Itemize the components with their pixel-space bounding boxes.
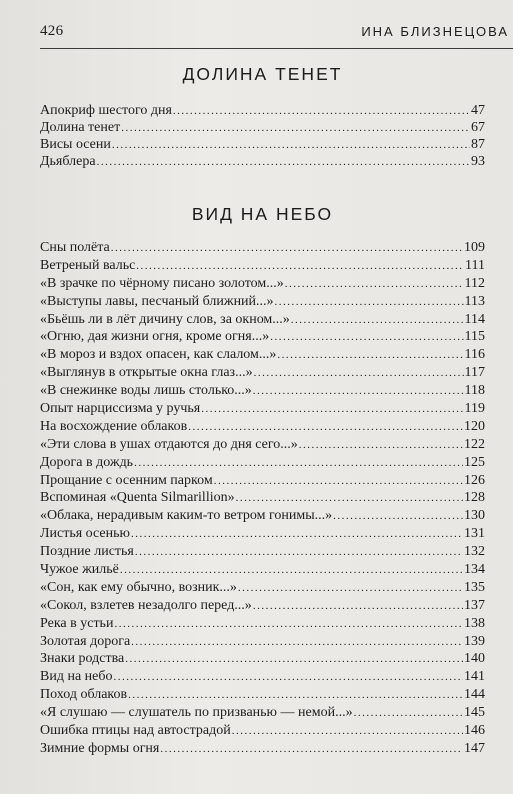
dot-leader: [254, 365, 464, 383]
entry-page-number: 112: [464, 275, 485, 291]
dot-leader: [236, 490, 463, 508]
toc-entry: [40, 543, 485, 561]
entry-page-number: 144: [464, 687, 485, 703]
toc-entry: [40, 257, 485, 275]
dot-leader: [277, 347, 463, 365]
toc-entry: [40, 293, 485, 311]
entry-title: «В мороз и вздох опасен, как слалом...»: [40, 347, 277, 363]
dot-leader: [160, 741, 463, 759]
toc-entry: [40, 436, 485, 454]
dot-leader: [97, 154, 470, 171]
entry-title: «Огню, дая жизни огня, кроме огня...»: [40, 329, 270, 345]
running-head: ИНА БЛИЗНЕЦОВА: [361, 24, 509, 39]
entry-page-number: 122: [464, 436, 485, 452]
dot-leader: [354, 705, 463, 723]
section-title: ВИД НА НЕБО: [191, 204, 334, 224]
page-number: 426: [40, 23, 64, 39]
dot-leader: [131, 526, 463, 544]
toc-entry: [40, 597, 485, 615]
entry-page-number: 125: [464, 454, 485, 470]
toc-entry: [40, 102, 485, 119]
toc-entry: [40, 615, 485, 633]
dot-leader: [214, 473, 463, 491]
entry-page-number: 139: [464, 633, 485, 649]
toc-list: [40, 239, 485, 758]
entry-title: «Облака, нерадивым каким-то ветром гонимы...»: [40, 508, 333, 524]
entry-title: Река в устьи: [40, 615, 114, 631]
entry-page-number: 138: [464, 615, 485, 631]
entry-title: Вид на небо: [40, 669, 113, 685]
entry-page-number: 147: [464, 740, 485, 756]
toc-entry: [40, 722, 485, 740]
entry-title: «Бьёшь ли в лёт дичину слов, за окном...»: [40, 311, 290, 327]
entry-page-number: 140: [464, 651, 485, 667]
dot-leader: [299, 437, 463, 455]
entry-title: «Эти слова в ушах отдаются до дня сего...»: [40, 436, 298, 452]
entry-title: Чужое жильё: [40, 562, 119, 578]
dot-leader: [238, 580, 463, 598]
toc-entry: [40, 740, 485, 758]
entry-title: Поздние листья: [40, 544, 134, 560]
entry-title: Сны полёта: [40, 240, 110, 255]
entry-title: «Выступы лавы, песчаный ближний...»: [40, 293, 274, 309]
entry-title: «Сон, как ему обычно, возник...»: [40, 579, 237, 595]
entry-title: «В зрачке по чёрному писано золотом...»: [40, 275, 284, 291]
dot-leader: [291, 312, 464, 330]
dot-leader: [270, 329, 463, 347]
entry-page-number: 116: [464, 347, 485, 363]
entry-title: Дорога в дождь: [40, 454, 134, 470]
dot-leader: [135, 544, 463, 562]
toc-entry: [40, 239, 485, 257]
toc-entry: [40, 633, 485, 651]
entry-page-number: 87: [471, 137, 485, 152]
dot-leader: [253, 383, 464, 401]
toc-entry: [40, 311, 485, 329]
dot-leader: [275, 294, 464, 312]
entry-title: Висы осени: [40, 137, 111, 152]
toc-entry: [40, 525, 485, 543]
toc-entry: [40, 382, 485, 400]
entry-page-number: 93: [471, 154, 485, 169]
dot-leader: [131, 634, 463, 652]
entry-page-number: 132: [464, 544, 485, 560]
header-rule: [40, 48, 513, 49]
dot-leader: [128, 687, 463, 705]
dot-leader: [125, 651, 463, 669]
entry-title: Долина тенет: [40, 120, 121, 135]
toc-entry: [40, 650, 485, 668]
toc-entry: [40, 454, 485, 472]
toc-entry: [40, 561, 485, 579]
dot-leader: [136, 258, 464, 276]
dot-leader: [134, 455, 463, 473]
entry-title: Золотая дорога: [40, 633, 131, 649]
entry-title: Ветреный вальс: [40, 257, 136, 273]
dot-leader: [114, 669, 464, 687]
toc-entry: [40, 579, 485, 597]
entry-page-number: 111: [465, 257, 485, 273]
dot-leader: [201, 401, 463, 419]
dot-leader: [333, 508, 463, 526]
toc-entry: [40, 472, 485, 490]
dot-leader: [112, 137, 470, 154]
entry-page-number: 141: [464, 669, 485, 685]
entry-page-number: 120: [464, 418, 485, 434]
entry-title: «Сокол, взлетев незадолго перед...»: [40, 597, 252, 613]
toc-entry: [40, 704, 485, 722]
dot-leader: [285, 276, 464, 294]
entry-page-number: 117: [464, 365, 485, 381]
entry-title: Ошибка птицы над автострадой: [40, 723, 231, 739]
dot-leader: [121, 120, 470, 137]
toc-entry: [40, 400, 485, 418]
dot-leader: [111, 240, 463, 258]
entry-page-number: 67: [471, 120, 485, 135]
entry-title: На восхождение облаков: [40, 418, 188, 434]
entry-title: «Выглянув в открытые окна глаз...»: [40, 365, 253, 381]
toc-entry: [40, 418, 485, 436]
entry-title: «В снежинке воды лишь столько...»: [40, 383, 252, 399]
entry-page-number: 134: [464, 562, 485, 578]
entry-page-number: 114: [464, 311, 485, 327]
toc-entry: [40, 668, 485, 686]
entry-title: Знаки родства: [40, 651, 125, 667]
section-title: ДОЛИНА ТЕНЕТ: [182, 64, 343, 84]
entry-page-number: 145: [464, 705, 485, 721]
dot-leader: [114, 616, 463, 634]
entry-page-number: 131: [464, 526, 485, 542]
toc-entry: [40, 275, 485, 293]
entry-title: Поход облаков: [40, 687, 128, 703]
toc-entry: [40, 489, 485, 507]
dot-leader: [253, 598, 463, 616]
toc-entry: [40, 346, 485, 364]
toc-list: [40, 102, 485, 170]
dot-leader: [188, 419, 463, 437]
entry-page-number: 113: [464, 293, 485, 309]
toc-entry: [40, 507, 485, 525]
dot-leader: [173, 103, 470, 120]
entry-page-number: 126: [464, 472, 485, 488]
entry-page-number: 115: [464, 329, 485, 345]
entry-title: «Я слушаю — слушатель по призванью — немой...»: [40, 705, 353, 721]
entry-page-number: 118: [464, 383, 485, 399]
entry-title: Дьяблера: [40, 154, 96, 169]
entry-title: Зимние формы огня: [40, 740, 160, 756]
toc-entry: [40, 153, 485, 170]
entry-title: Вспоминая «Quenta Silmarillion»: [40, 490, 235, 506]
dot-leader: [120, 562, 463, 580]
entry-title: Опыт нарциссизма у ручья: [40, 401, 201, 417]
entry-page-number: 119: [464, 401, 485, 417]
entry-page-number: 137: [464, 597, 485, 613]
toc-entry: [40, 328, 485, 346]
entry-page-number: 130: [464, 508, 485, 524]
toc-entry: [40, 686, 485, 704]
entry-page-number: 128: [464, 490, 485, 506]
entry-title: Апокриф шестого дня: [40, 103, 172, 118]
entry-page-number: 47: [471, 103, 485, 118]
entry-title: Прощание с осенним парком: [40, 472, 213, 488]
entry-title: Листья осенью: [40, 526, 130, 542]
toc-entry: [40, 136, 485, 153]
toc-entry: [40, 119, 485, 136]
dot-leader: [232, 723, 463, 741]
entry-page-number: 146: [464, 723, 485, 739]
entry-page-number: 109: [464, 240, 485, 255]
toc-entry: [40, 364, 485, 382]
entry-page-number: 135: [464, 579, 485, 595]
